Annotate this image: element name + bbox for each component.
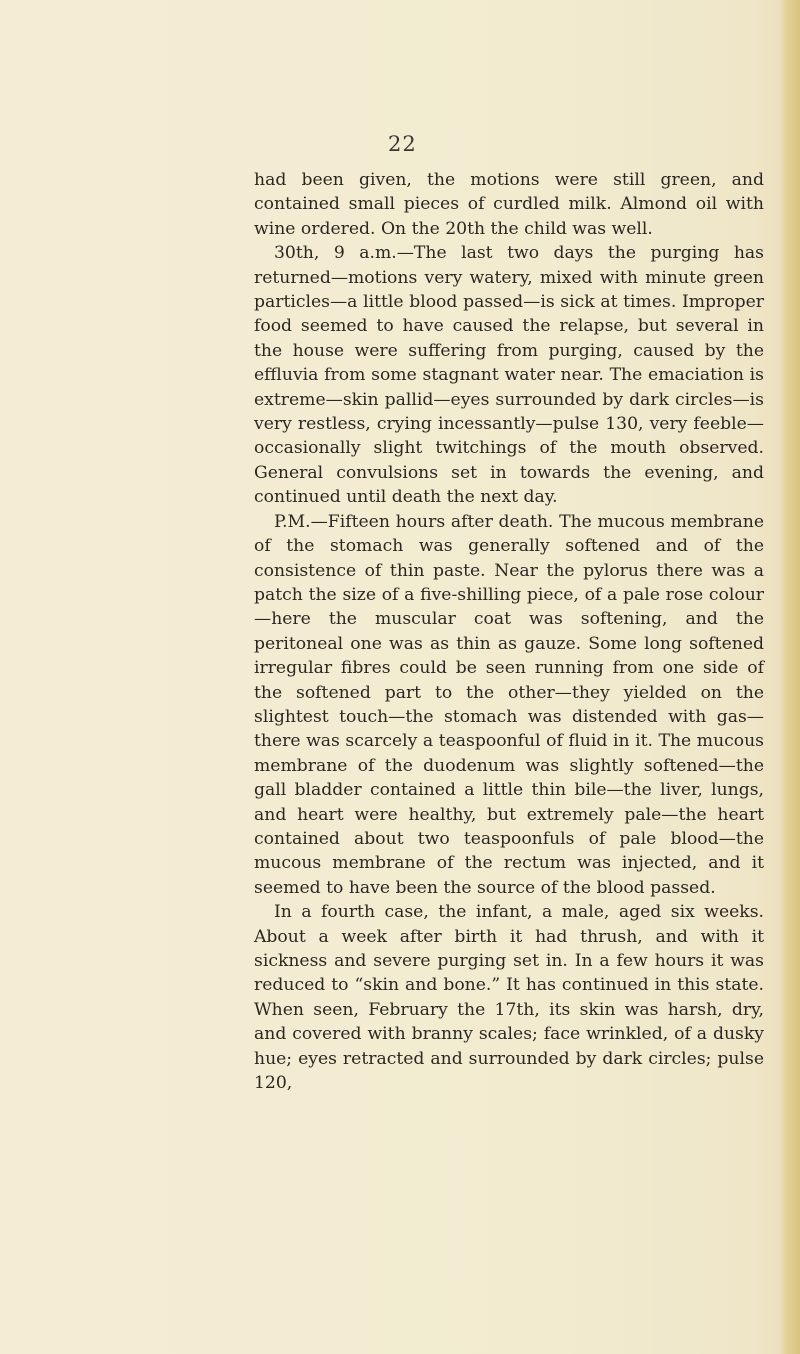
body-text (254, 168, 764, 1095)
paragraph-continuation: had been given, the motions were still green, and contained small pieces of curdled milk. Almond oil with wine ordered. On the 20th the child was well. (254, 170, 764, 239)
paragraph-post-mortem: P.M.—Fifteen hours after death. The mucous membrane of the stomach was generally softened and of the consistence of thin paste. Near the pylorus there was a patch the size of a five-shilling piece, of a pale rose colour—here the muscular coat was softening, and the peritoneal one was as thin as gauze. Some long softened irregular fibres could be seen running from one side of the softened part to the other—they yielded on the slightest touch—the stomach was distended with gas—there was scarcely a teaspoonful of fluid in it. The mucous membrane of the duodenum was slightly softened—the gall bladder contained a little thin bile—the liver, lungs, and heart were healthy, but extremely pale—the heart contained about two teaspoonfuls of pale blood—the mucous membrane of the rectum was injected, and it seemed to have been the source of the blood passed. (254, 511, 764, 898)
page-edge-shadow (780, 0, 800, 1354)
paragraph-fourth-case: In a fourth case, the infant, a male, aged six weeks. About a week after birth it had thrush, and with it sickness and severe purging set in. In a few hours it was reduced to “skin and bone.” It has continued in this state. When seen, February the 17th, its skin was harsh, dry, and covered with branny scales; face wrinkled, of a dusky hue; eyes retracted and surrounded by dark circles; pulse 120, (254, 902, 764, 1094)
paragraph-30th-entry: 30th, 9 a.m.—The last two days the purging has returned—motions very watery, mixed with minute green particles—a little blood passed—is sick at times. Improper food seemed to have caused the relapse, but several in the house were suffering from purging, caused by the effluvia from some stagnant water near. The emaciation is extreme—skin pallid—eyes surrounded by dark circles—is very restless, crying incessantly—pulse 130, very feeble—occasionally slight twitchings of the mouth observed. General convulsions set in towards the evening, and continued until death the next day. (254, 243, 764, 508)
page-number: 22 (388, 132, 417, 156)
